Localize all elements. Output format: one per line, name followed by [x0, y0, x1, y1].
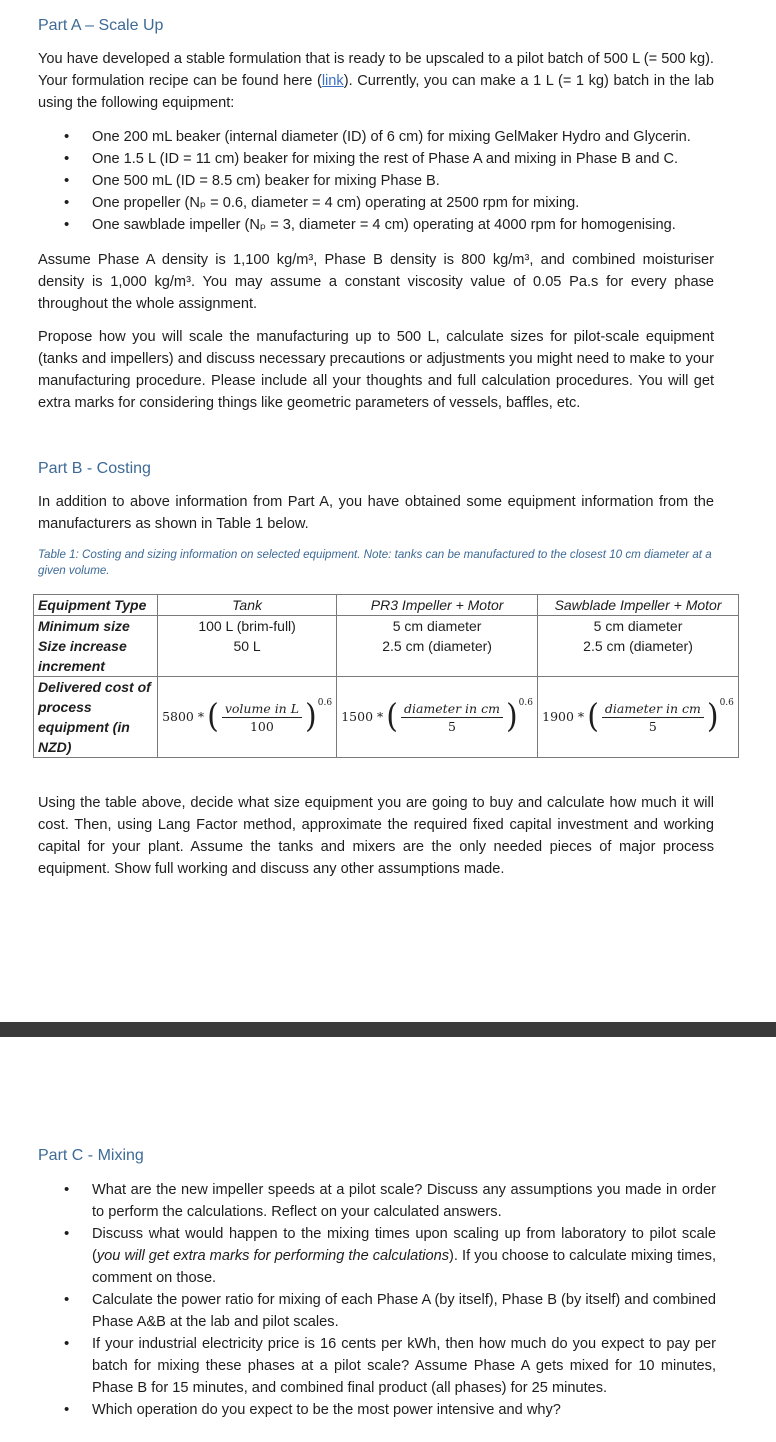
pr3-header: PR3 Impeller + Motor: [337, 595, 538, 616]
sawblade-cost-formula: 1900 * ( $\frac{\text{diameter in cm}}{5}$ ) 0.6: [538, 677, 739, 758]
pr3-cost-formula: 1500 * ( $\frac{\text{diameter in cm}}{5}$ ) 0.6: [337, 677, 538, 758]
part-c-heading: Part C - Mixing: [38, 1147, 144, 1164]
row-label-minimum-size: Minimum size: [34, 616, 158, 637]
row-label-equipment-type: Equipment Type: [34, 595, 158, 616]
sawblade-min-size: 5 cm diameter: [538, 616, 739, 637]
part-b-heading: Part B - Costing: [38, 460, 151, 477]
tank-increment: 50 L: [158, 636, 337, 677]
part-a-heading: Part A – Scale Up: [38, 17, 164, 34]
mixing-questions: [64, 1179, 716, 1421]
costing-table: [33, 594, 739, 758]
table-row: [34, 595, 739, 616]
tank-cost-formula: 5800 * ( $\frac{\text{volume in L}}{100}$ ) 0.6: [158, 677, 337, 758]
part-a-intro: You have developed a stable formulation that is ready to be upscaled to a pilot batch of 500 L (= 500 kg). Your formulation recipe can be found here (link). Currently, you can make a 1 L (= 1 kg) batch in the lab using the following equipment:: [38, 51, 714, 111]
recipe-link[interactable]: link: [321, 73, 344, 89]
page-divider: [0, 1022, 776, 1037]
part-b-intro: In addition to above information from Part A, you have obtained some equipment information from the manufacturers as shown in Table 1 below.: [38, 494, 714, 532]
list-item: • Discuss what would happen to the mixing times upon scaling up from laboratory to pilot scale (you will get extra marks for performing the calculations). If you choose to calculate mixing times, comment on those.: [64, 1223, 716, 1289]
equipment-list: [64, 126, 716, 236]
list-item: • If your industrial electricity price is 16 cents per kWh, then how much do you expect to pay per batch for mixing these phases at a pilot scale? Assume Phase A gets mixed for 10 minutes, Phase B for 15 minutes, and combined final product (all phases) for 25 minutes.: [64, 1333, 716, 1399]
tank-header: Tank: [158, 595, 337, 616]
list-item: • What are the new impeller speeds at a pilot scale? Discuss any assumptions you made in order to perform the calculations. Reflect on your calculated answers.: [64, 1179, 716, 1223]
pr3-increment: 2.5 cm (diameter): [337, 636, 538, 677]
list-item: • One 1.5 L (ID = 11 cm) beaker for mixing the rest of Phase A and mixing in Phase B and C.: [64, 148, 716, 170]
table-row: [34, 616, 739, 637]
table-row: [34, 677, 739, 758]
part-a-task: Propose how you will scale the manufacturing up to 500 L, calculate sizes for pilot-scale equipment (tanks and impellers) and discuss necessary precautions or adjustments you might need to make to your manufacturing procedure. Please include all your thoughts and full calculation procedures. You will get extra marks for considering things like geometric parameters of vessels, baffles, etc.: [38, 329, 714, 411]
list-item: • One propeller (Nₚ = 0.6, diameter = 4 cm) operating at 2500 rpm for mixing.: [64, 192, 716, 214]
sawblade-header: Sawblade Impeller + Motor: [538, 595, 739, 616]
sawblade-increment: 2.5 cm (diameter): [538, 636, 739, 677]
list-item: • One 200 mL beaker (internal diameter (ID) of 6 cm) for mixing GelMaker Hydro and Glycerin.: [64, 126, 716, 148]
density-paragraph: Assume Phase A density is 1,100 kg/m³, Phase B density is 800 kg/m³, and combined moisturiser density is 1,000 kg/m³. You may assume a constant viscosity value of 0.05 Pa.s for every phase throughout the whole assignment.: [38, 252, 714, 312]
pr3-min-size: 5 cm diameter: [337, 616, 538, 637]
table-row: [34, 636, 739, 677]
row-label-delivered-cost: Delivered cost of process equipment (in NZD): [34, 677, 158, 758]
tank-min-size: 100 L (brim-full): [158, 616, 337, 637]
list-item: • Calculate the power ratio for mixing of each Phase A (by itself), Phase B (by itself) and combined Phase A&B at the lab and pilot scales.: [64, 1289, 716, 1333]
list-item: • One sawblade impeller (Nₚ = 3, diameter = 4 cm) operating at 4000 rpm for homogenising.: [64, 214, 716, 236]
part-b-task: Using the table above, decide what size equipment you are going to buy and calculate how much it will cost. Then, using Lang Factor method, approximate the required fixed capital investment and working capital for your plant. Assume the tanks and mixers are the only needed pieces of major process equipment. Show full working and discuss any other assumptions made.: [38, 795, 714, 877]
row-label-size-increment: Size increase increment: [34, 636, 158, 677]
table-caption: Table 1: Costing and sizing information on selected equipment. Note: tanks can be manufactured to the closest 10 cm diameter at a given volume.: [38, 548, 712, 577]
list-item: • One 500 mL (ID = 8.5 cm) beaker for mixing Phase B.: [64, 170, 716, 192]
list-item: • Which operation do you expect to be the most power intensive and why?: [64, 1399, 716, 1421]
